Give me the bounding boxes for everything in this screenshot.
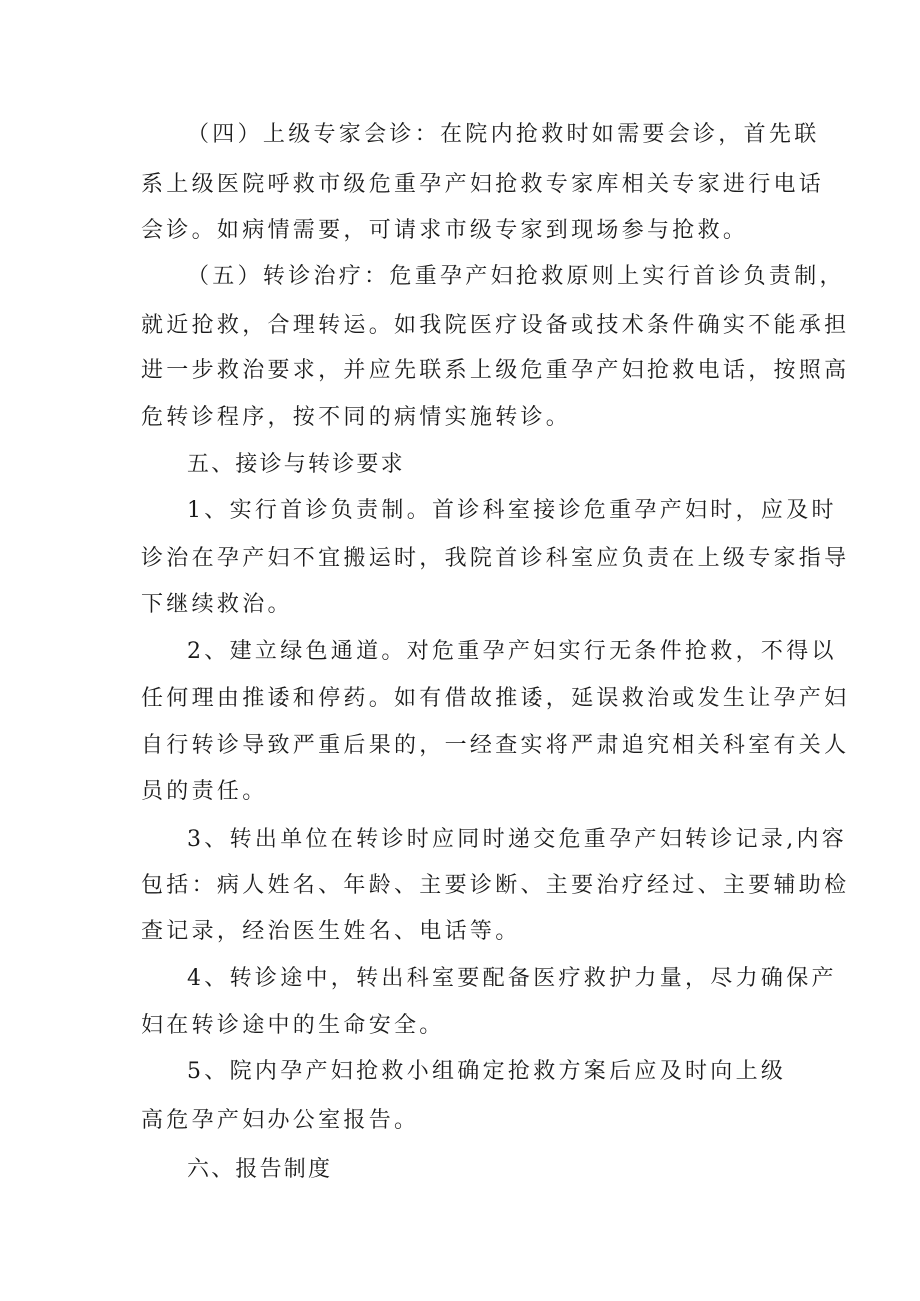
item-3-line-1: 3、转出单位在转诊时应同时递交危重孕产妇转诊记录,内容 [187, 827, 848, 852]
item-3-line-3: 查记录，经治医生姓名、电话等。 [141, 919, 521, 944]
section-4-5-line-3: 进一步救治要求，并应先联系上级危重孕产妇抢救电话，按照高 [141, 358, 850, 383]
section-4-4-line-1: （四）上级专家会诊：在院内抢救时如需要会诊，首先联 [187, 122, 820, 147]
item-1-line-2: 诊治在孕产妇不宜搬运时，我院首诊科室应负责在上级专家指导 [141, 546, 850, 571]
item-5-line-2: 高危孕产妇办公室报告。 [141, 1108, 420, 1133]
item-2-line-3: 自行转诊导致严重后果的，一经查实将严肃追究相关科室有关人 [141, 733, 850, 758]
section-4-5-line-4: 危转诊程序，按不同的病情实施转诊。 [141, 405, 572, 430]
item-2-line-2: 任何理由推诿和停药。如有借故推诿，延误救治或发生让孕产妇 [141, 686, 850, 711]
heading-section-6: 六、报告制度 [187, 1157, 333, 1182]
item-1-line-3: 下继续救治。 [141, 592, 293, 617]
item-4-line-2: 妇在转诊途中的生命安全。 [141, 1013, 445, 1038]
item-1-line-1: 1、实行首诊负责制。首诊科室接诊危重孕产妇时，应及时 [187, 498, 837, 523]
section-4-5-line-1: （五）转诊治疗：危重孕产妇抢救原则上实行首诊负责制， [187, 264, 845, 289]
item-5-line-1: 5、院内孕产妇抢救小组确定抢救方案后应及时向上级 [187, 1059, 787, 1084]
item-3-line-2: 包括：病人姓名、年龄、主要诊断、主要治疗经过、主要辅助检 [141, 873, 850, 898]
heading-section-5: 五、接诊与转诊要求 [187, 452, 405, 477]
item-2-line-1: 2、建立绿色通道。对危重孕产妇实行无条件抢救，不得以 [187, 639, 837, 664]
section-4-4-line-2: 系上级医院呼救市级危重孕产妇抢救专家库相关专家进行电话 [141, 172, 825, 197]
section-4-4-line-3: 会诊。如病情需要，可请求市级专家到现场参与抢救。 [141, 218, 749, 243]
item-2-line-4: 员的责任。 [141, 779, 268, 804]
item-4-line-1: 4、转诊途中，转出科室要配备医疗救护力量，尽力确保产 [187, 966, 837, 991]
section-4-5-line-2: 就近抢救，合理转运。如我院医疗设备或技术条件确实不能承担 [141, 313, 850, 338]
